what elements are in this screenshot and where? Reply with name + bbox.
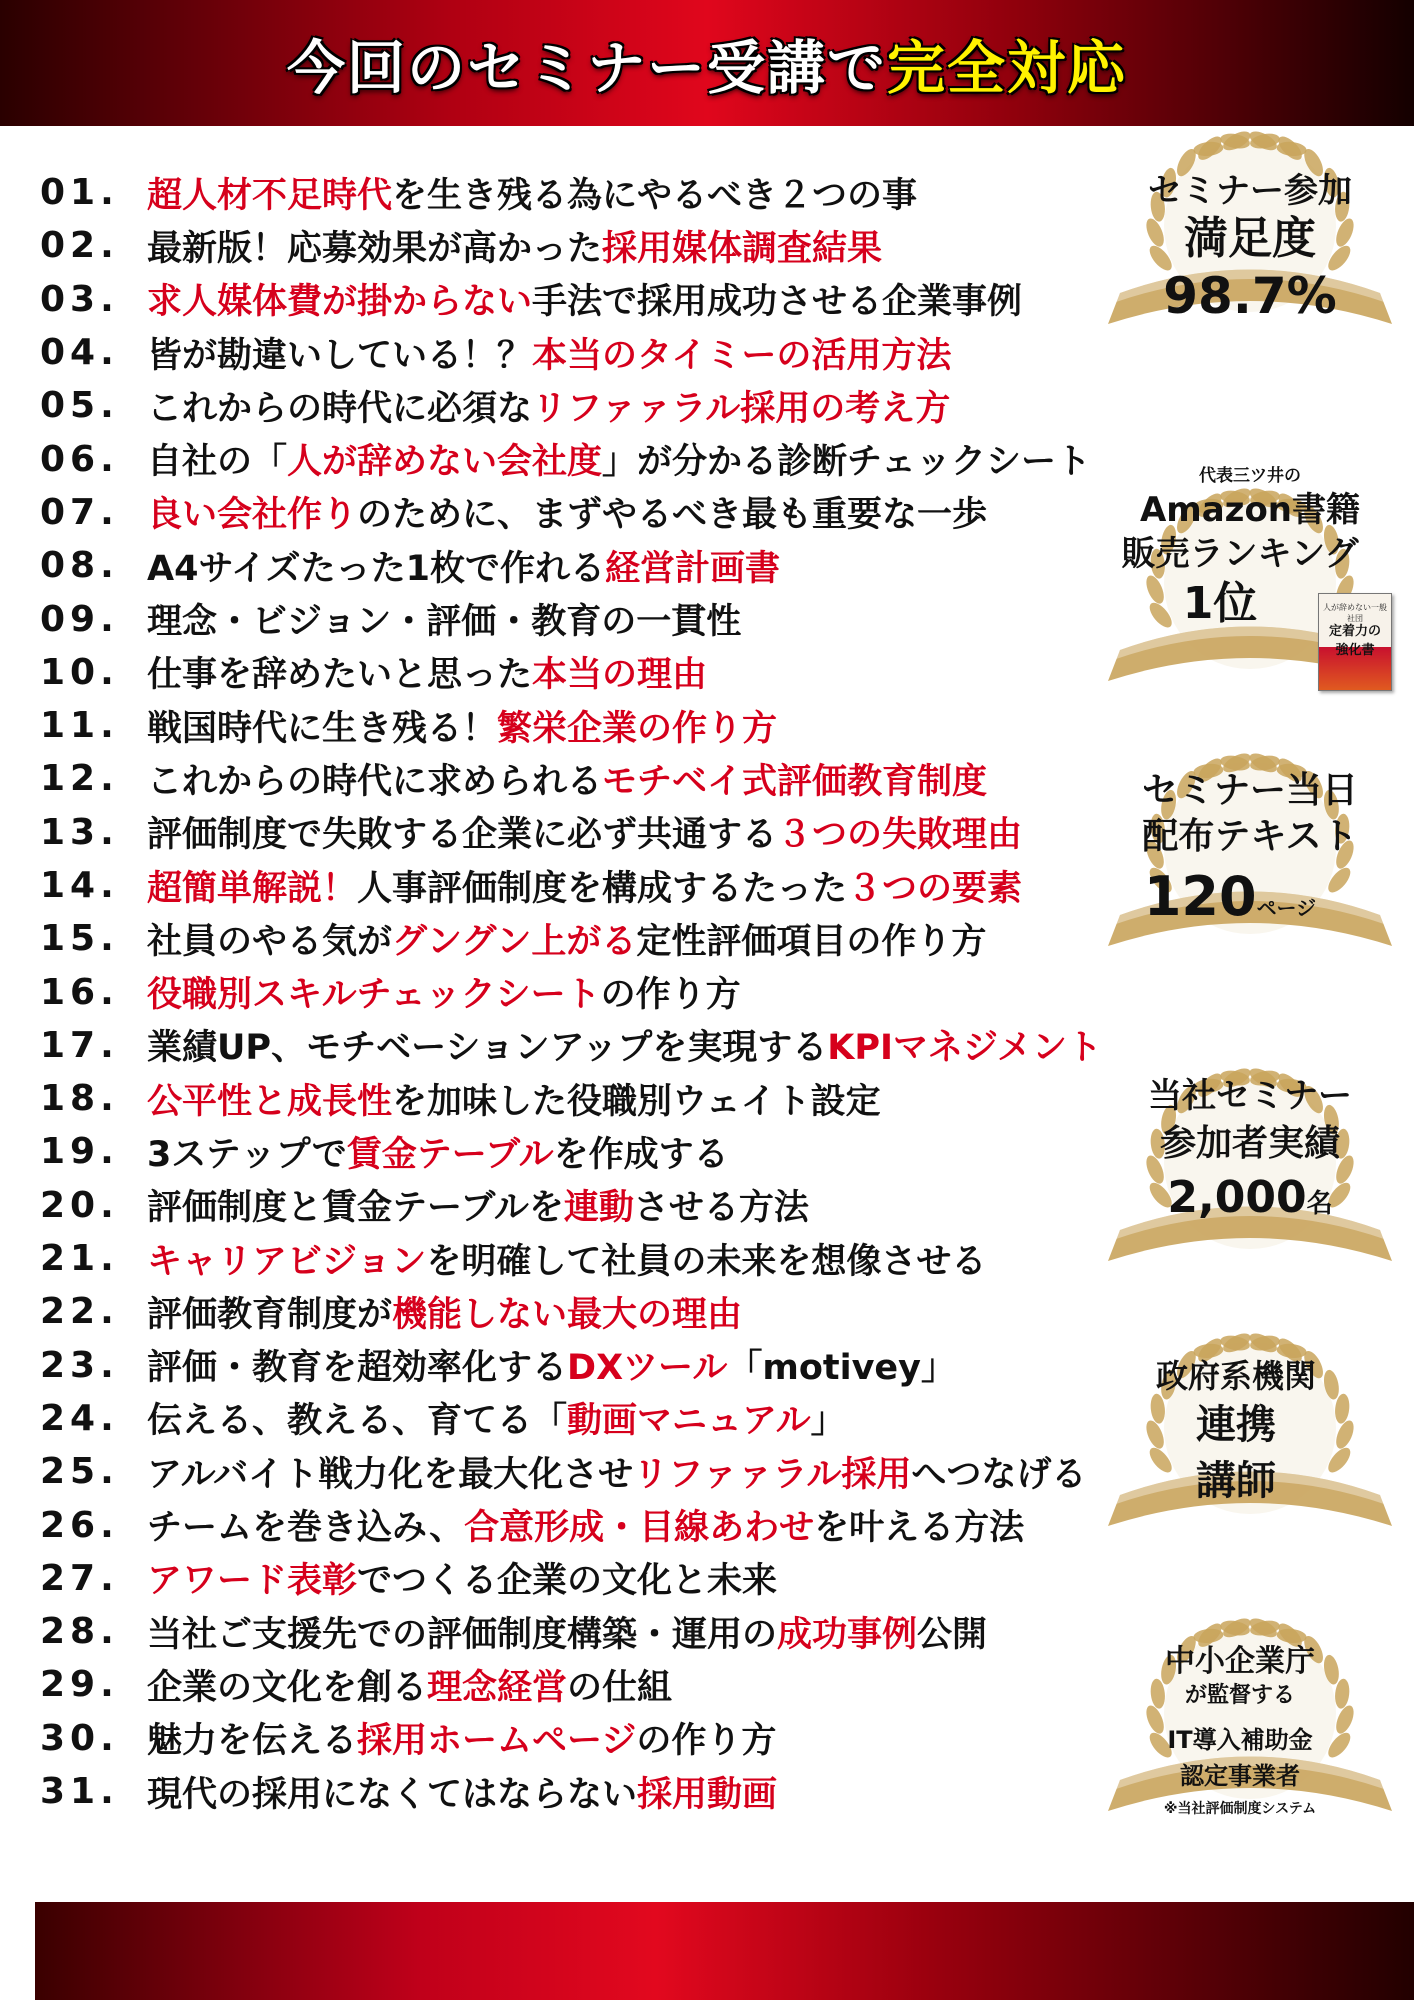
topic-phrase: 最新版！応募効果が高かった xyxy=(147,228,603,269)
topic-text xyxy=(147,1607,987,1657)
topic-number: 09. xyxy=(40,598,119,640)
topic-highlight: 繁栄企業の作り方 xyxy=(497,708,778,749)
topic-phrase: 現代の採用になくてはならない xyxy=(147,1774,638,1815)
topic-phrase: 社員のやる気が xyxy=(147,921,393,962)
sme-supervise-label: が監督する xyxy=(1184,1683,1295,1708)
topic-highlight: 公平性と成長性 xyxy=(147,1081,393,1122)
satisfaction-value: 98.7% xyxy=(1163,267,1337,325)
topic-item xyxy=(40,219,1170,272)
topic-number: 25. xyxy=(40,1451,119,1493)
amazon-rank-value: 1位 xyxy=(1182,578,1258,629)
topic-item xyxy=(40,1445,1170,1498)
topic-phrase: の作り方 xyxy=(600,975,741,1016)
topic-highlight: 超簡単解説！ xyxy=(147,868,358,909)
topic-number: 27. xyxy=(40,1557,119,1599)
government-value: 講師 xyxy=(1196,1458,1276,1504)
participants-value: 2,000 xyxy=(1167,1172,1307,1223)
topic-phrase: 手法で採用成功させる企業事例 xyxy=(532,282,1023,323)
topic-text xyxy=(147,1020,1102,1070)
topic-number: 14. xyxy=(40,865,119,906)
topic-phrase: 人事評価制度を構成するたった xyxy=(357,868,848,909)
amazon-book-label: Amazon書籍 xyxy=(1139,490,1361,530)
topic-item xyxy=(40,326,1170,379)
topic-text xyxy=(147,1447,1086,1497)
topic-number: 20. xyxy=(40,1184,119,1226)
topic-item xyxy=(40,699,1170,752)
topic-text xyxy=(147,967,741,1017)
topic-highlight: 人が辞めない会社度 xyxy=(287,442,603,483)
footer-banner xyxy=(35,1902,1414,2000)
sme-note: ※当社評価制度システム xyxy=(1163,1801,1317,1817)
topic-number: 01. xyxy=(40,172,119,214)
participants-badge xyxy=(1100,1065,1400,1275)
topic-item xyxy=(40,539,1170,592)
page-title xyxy=(287,21,1127,105)
topic-item xyxy=(40,1125,1170,1178)
topic-item xyxy=(40,592,1170,645)
topic-highlight: 経営計画書 xyxy=(605,548,781,589)
topic-phrase: 皆が勘違いしている！？ xyxy=(147,335,533,376)
participants-title: 参加者実績 xyxy=(1159,1123,1340,1164)
topic-text xyxy=(147,1074,881,1124)
topic-phrase: させる方法 xyxy=(633,1188,809,1229)
topic-number: 17. xyxy=(40,1024,119,1066)
topic-phrase: 評価制度で失敗する企業に必ず共通する xyxy=(147,815,778,856)
amazon-ranking-label: 販売ランキング xyxy=(1121,534,1359,574)
book-cover xyxy=(1318,593,1392,691)
topic-text xyxy=(147,1713,776,1763)
topic-phrase: の仕組 xyxy=(567,1667,673,1708)
topic-text xyxy=(147,1660,672,1710)
topic-text xyxy=(147,1340,956,1390)
topic-number: 07. xyxy=(40,491,119,533)
topic-phrase: 業績UP、モチベーションアップを実現する xyxy=(147,1028,828,1069)
topic-text xyxy=(147,274,1022,324)
topic-highlight: 賃金テーブル xyxy=(346,1134,554,1175)
topic-phrase: 評価教育制度が xyxy=(147,1294,393,1335)
sme-agency-label: 中小企業庁 xyxy=(1165,1644,1315,1679)
text-pages-value-row xyxy=(1080,866,1380,928)
topic-item xyxy=(40,1392,1170,1445)
topic-number: 21. xyxy=(40,1238,119,1280)
topic-highlight: 連動 xyxy=(563,1188,634,1229)
topic-highlight: リファァラル採用の考え方 xyxy=(532,388,951,429)
topic-text xyxy=(147,861,1022,911)
topic-highlight: ３つの失敗理由 xyxy=(777,815,1023,856)
topic-phrase: 公開 xyxy=(917,1614,988,1655)
topic-phrase: 評価・教育を超効率化する xyxy=(147,1348,568,1389)
topic-item xyxy=(40,859,1170,912)
topic-item xyxy=(40,486,1170,539)
topic-phrase: 定性評価項目の作り方 xyxy=(636,921,987,962)
topic-phrase: 3ステップで xyxy=(147,1134,347,1175)
topic-highlight: DXツール xyxy=(567,1348,728,1389)
topic-phrase: チームを巻き込み、 xyxy=(147,1508,465,1549)
topic-phrase: 自社の「 xyxy=(147,442,288,483)
topic-highlight: 役職別スキルチェックシート xyxy=(147,975,601,1016)
topic-text xyxy=(147,434,1091,484)
topic-phrase: を加味した役職別ウェイト設定 xyxy=(392,1081,881,1122)
topic-number: 11. xyxy=(40,705,119,747)
text-label: セミナー当日 xyxy=(1141,770,1358,811)
topic-highlight: 求人媒体費が掛からない xyxy=(147,282,533,323)
topic-text xyxy=(147,168,917,218)
topic-text xyxy=(147,647,707,697)
topic-item xyxy=(40,432,1170,485)
topic-highlight: 採用動画 xyxy=(637,1774,778,1815)
topic-number: 13. xyxy=(40,811,119,853)
government-label: 政府系機関 xyxy=(1155,1357,1316,1395)
topic-phrase: でつくる企業の文化と未来 xyxy=(357,1561,778,1602)
topic-number: 18. xyxy=(40,1078,119,1120)
topic-text xyxy=(147,487,987,537)
title-prefix: 今回のセミナー受講で xyxy=(286,34,887,102)
topic-number: 28. xyxy=(40,1611,119,1653)
topic-text xyxy=(147,541,780,591)
topic-phrase: を作成する xyxy=(553,1134,729,1175)
topic-highlight: 良い会社作り xyxy=(147,495,358,536)
topic-phrase: 企業の文化を創る xyxy=(147,1667,428,1708)
sme-subsidy-label: IT導入補助金 xyxy=(1167,1726,1313,1754)
topic-number: 26. xyxy=(40,1504,119,1546)
topic-phrase: 当社ご支援先での評価制度構築・運用の xyxy=(147,1614,778,1655)
text-pages-unit: ページ xyxy=(1256,896,1317,920)
topic-text xyxy=(147,1767,777,1817)
topic-item xyxy=(40,965,1170,1018)
topic-phrase: 」が分かる診断チェックシート xyxy=(602,442,1091,483)
topic-highlight: 本当のタイミーの活用方法 xyxy=(532,335,952,376)
sme-certified-label: 認定事業者 xyxy=(1180,1762,1300,1790)
topic-highlight: 超人材不足時代 xyxy=(147,175,393,216)
topic-highlight: 成功事例 xyxy=(777,1614,918,1655)
book-title: 定着力の強化書 xyxy=(1328,624,1381,658)
government-title: 連携 xyxy=(1196,1402,1276,1448)
amazon-author-label: 代表三ツ井の xyxy=(1199,466,1301,486)
topic-number: 29. xyxy=(40,1664,119,1706)
topic-text xyxy=(147,1500,1024,1550)
topic-item xyxy=(40,1339,1170,1392)
topic-highlight: リファァラル採用 xyxy=(633,1454,912,1495)
topic-item xyxy=(40,806,1170,859)
participants-value-row xyxy=(1100,1173,1400,1224)
text-pages-badge xyxy=(1100,750,1400,960)
participants-label: 当社セミナー xyxy=(1148,1076,1352,1116)
header-banner xyxy=(0,0,1414,126)
topic-item xyxy=(40,1658,1170,1711)
topic-highlight: 理念経営 xyxy=(427,1667,568,1708)
topic-phrase: これからの時代に求められる xyxy=(147,761,603,802)
topic-item xyxy=(40,1072,1170,1125)
satisfaction-label: セミナー参加 xyxy=(1148,171,1352,211)
topic-number: 10. xyxy=(40,651,119,693)
topic-number: 03. xyxy=(40,278,119,320)
topic-text xyxy=(147,1180,809,1230)
topic-phrase: 「motivey」 xyxy=(727,1348,956,1389)
topic-highlight: アワード表彰 xyxy=(147,1561,358,1602)
topic-text xyxy=(147,1393,846,1443)
topic-phrase: へつなげる xyxy=(911,1454,1087,1495)
topic-item xyxy=(40,1765,1170,1818)
satisfaction-title: 満足度 xyxy=(1184,213,1316,264)
topic-text xyxy=(147,701,777,751)
topic-phrase: 魅力を伝える xyxy=(147,1721,358,1762)
topic-text xyxy=(147,328,951,378)
title-highlight: 完全対応 xyxy=(887,34,1128,102)
text-title: 配布テキスト xyxy=(1142,816,1358,857)
topic-highlight: キャリアビジョン xyxy=(147,1241,427,1282)
topic-phrase: を生き残る為にやるべき２つの事 xyxy=(392,175,918,216)
topic-number: 05. xyxy=(40,385,119,427)
topic-number: 16. xyxy=(40,971,119,1013)
topic-phrase: を明確して社員の未来を想像させる xyxy=(426,1241,987,1282)
topic-item xyxy=(40,646,1170,699)
topic-list xyxy=(40,166,1170,1818)
text-pages-value: 120 xyxy=(1143,865,1257,928)
topic-item xyxy=(40,379,1170,432)
topic-text xyxy=(147,594,741,644)
topic-number: 12. xyxy=(40,758,119,800)
topic-item xyxy=(40,1712,1170,1765)
topic-number: 08. xyxy=(40,545,119,587)
topic-item xyxy=(40,166,1170,219)
topic-phrase: を叶える方法 xyxy=(814,1508,1025,1549)
topic-text xyxy=(147,1234,986,1284)
topic-number: 31. xyxy=(40,1771,119,1813)
topic-item xyxy=(40,1019,1170,1072)
topic-item xyxy=(40,1552,1170,1605)
topic-phrase: 仕事を辞めたいと思った xyxy=(147,655,533,696)
topic-number: 19. xyxy=(40,1131,119,1173)
topic-number: 02. xyxy=(40,225,119,267)
topic-text xyxy=(147,807,1022,857)
topic-phrase: 理念・ビジョン・評価・教育の一貫性 xyxy=(147,602,742,643)
participants-unit: 名 xyxy=(1306,1189,1333,1219)
topic-item xyxy=(40,1179,1170,1232)
topic-text xyxy=(147,1553,777,1603)
topic-item xyxy=(40,1232,1170,1285)
topic-number: 30. xyxy=(40,1717,119,1759)
topic-phrase: のために、まずやるべき最も重要な一歩 xyxy=(357,495,988,536)
topic-highlight: グングン上がる xyxy=(392,921,637,962)
topic-phrase: 」 xyxy=(810,1401,846,1442)
topic-item xyxy=(40,752,1170,805)
topic-highlight: 採用ホームページ xyxy=(357,1721,637,1762)
topic-phrase: 戦国時代に生き残る！ xyxy=(147,708,498,749)
topic-number: 15. xyxy=(40,918,119,960)
government-badge xyxy=(1100,1330,1400,1560)
topic-item xyxy=(40,912,1170,965)
topic-phrase: これからの時代に必須な xyxy=(147,388,533,429)
topic-phrase: 評価制度と賃金テーブルを xyxy=(147,1188,564,1229)
topic-highlight: 合意形成・目線あわせ xyxy=(464,1508,815,1549)
topic-text xyxy=(147,381,950,431)
topic-number: 24. xyxy=(40,1397,119,1439)
topic-phrase: の作り方 xyxy=(636,1721,777,1762)
topic-highlight: モチベイ式評価教育制度 xyxy=(602,761,988,802)
topic-number: 22. xyxy=(40,1291,119,1333)
topic-number: 23. xyxy=(40,1344,119,1386)
topic-item xyxy=(40,1285,1170,1338)
topic-text xyxy=(147,1287,742,1337)
topic-number: 04. xyxy=(40,332,119,374)
topic-highlight: 本当の理由 xyxy=(532,655,708,696)
book-subtitle: 人が辞めない一般社団 xyxy=(1323,603,1387,623)
topic-highlight: 動画マニュアル xyxy=(567,1401,811,1442)
topic-number: 06. xyxy=(40,438,119,480)
sme-agency-badge xyxy=(1100,1615,1400,1855)
topic-item xyxy=(40,1605,1170,1658)
topic-text xyxy=(147,754,987,804)
amazon-ranking-badge xyxy=(1100,455,1400,695)
topic-text xyxy=(147,221,882,271)
topic-text xyxy=(147,914,986,964)
topic-highlight: 採用媒体調査結果 xyxy=(602,228,883,269)
topic-item xyxy=(40,1498,1170,1551)
topic-text xyxy=(147,1127,729,1177)
topic-phrase: アルバイト戦力化を最大化させ xyxy=(147,1454,634,1495)
topic-item xyxy=(40,273,1170,326)
topic-phrase: 伝える、教える、育てる「 xyxy=(147,1401,568,1442)
topic-highlight: KPIマネジメント xyxy=(827,1028,1102,1069)
satisfaction-badge xyxy=(1100,128,1400,338)
topic-phrase: A4サイズたった1枚で作れる xyxy=(147,548,605,589)
topic-highlight: 機能しない最大の理由 xyxy=(392,1294,743,1335)
topic-highlight: ３つの要素 xyxy=(847,868,1023,909)
